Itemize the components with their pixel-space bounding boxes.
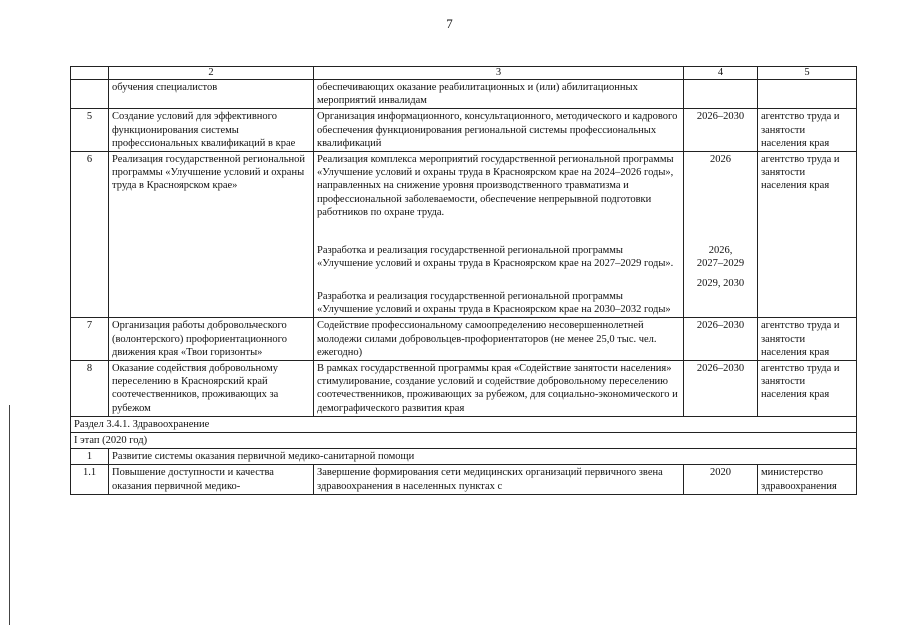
period-text-2b: 2027–2029 xyxy=(696,258,745,270)
row-number: 8 xyxy=(71,361,109,417)
task-cell: Организация работы добровольческого (волонтерского) профориентационного движения края «Твои горизонты» xyxy=(109,318,314,361)
table-row-1-1 xyxy=(71,465,857,494)
period-cell xyxy=(684,152,758,318)
executor-cell: агентство труда и занятости населения края xyxy=(758,318,857,361)
period-text-2a: 2026, xyxy=(708,245,733,257)
subsection-title: Развитие системы оказания первичной медико-санитарной помощи xyxy=(109,449,857,465)
period-cell xyxy=(684,80,758,109)
table-row-continuation xyxy=(71,80,857,109)
table-row-1 xyxy=(71,449,857,465)
executor-cell: агентство труда и занятости населения края xyxy=(758,152,857,318)
action-text-2: Разработка и реализация государственной региональной программы «Улучшение условий и охраны труда в Красноярском крае на 2027–2029 годы». xyxy=(317,245,674,270)
stage-title: I этап (2020 год) xyxy=(71,433,857,449)
table-row-8 xyxy=(71,361,857,417)
action-text-1: Реализация комплекса мероприятий государственной региональной программы «Улучшение условий и охраны труда в Красноярском крае на 2024–2026 годы», направленных на снижение уровня производственного травматизма и профессиональной заболеваемости, обеспечение непрерывной подготовки работников по охране труда. xyxy=(317,154,674,218)
table-row-5 xyxy=(71,109,857,152)
period-text-1: 2026 xyxy=(710,154,731,166)
action-cell xyxy=(314,152,684,318)
header-col-1 xyxy=(71,67,109,80)
table-row-6 xyxy=(71,152,857,318)
action-cell: обеспечивающих оказание реабилитационных и (или) абилитационных мероприятий инвалидам xyxy=(314,80,684,109)
row-number: 1 xyxy=(71,449,109,465)
period-text-3: 2029, 2030 xyxy=(696,278,745,290)
page-number: 7 xyxy=(446,16,453,31)
period-cell: 2026–2030 xyxy=(684,361,758,417)
action-cell: Содействие профессиональному самоопределению несовершеннолетней молодежи силами добровольцев-профориентаторов (не менее 25,0 тыс. чел. ежегодно) xyxy=(314,318,684,361)
header-col-4: 4 xyxy=(684,67,758,80)
period-cell: 2026–2030 xyxy=(684,318,758,361)
task-cell: Реализация государственной региональной программы «Улучшение условий и охраны труда в Красноярском крае» xyxy=(109,152,314,318)
header-col-3: 3 xyxy=(314,67,684,80)
executor-cell: агентство труда и занятости населения края xyxy=(758,361,857,417)
header-col-5: 5 xyxy=(758,67,857,80)
executor-cell xyxy=(758,80,857,109)
task-cell: Повышение доступности и качества оказания первичной медико- xyxy=(109,465,314,494)
executor-cell: министерство здравоохранения xyxy=(758,465,857,494)
header-col-2: 2 xyxy=(109,67,314,80)
row-number xyxy=(71,80,109,109)
action-cell: Организация информационного, консультационного, методического и кадрового обеспечения функционирования региональной системы профессиональных квалификаций xyxy=(314,109,684,152)
action-cell: В рамках государственной программы края «Содействие занятости населения» стимулирование, создание условий и содействие добровольному переселению соотечественников, проживающих за рубежом, для социально-экономического и демографического развития края xyxy=(314,361,684,417)
section-title: Раздел 3.4.1. Здравоохранение xyxy=(71,416,857,432)
plan-table xyxy=(70,66,857,495)
row-number: 1.1 xyxy=(71,465,109,494)
table-header-row xyxy=(71,67,857,80)
table-row-7 xyxy=(71,318,857,361)
task-cell: Создание условий для эффективного функционирования системы профессиональных квалификаций в крае xyxy=(109,109,314,152)
row-number: 5 xyxy=(71,109,109,152)
task-cell: Оказание содействия добровольному переселению в Красноярский край соотечественников, проживающих за рубежом xyxy=(109,361,314,417)
executor-cell: агентство труда и занятости населения края xyxy=(758,109,857,152)
period-cell: 2020 xyxy=(684,465,758,494)
action-cell: Завершение формирования сети медицинских организаций первичного звена здравоохранения в населенных пунктах с xyxy=(314,465,684,494)
action-text-3: Разработка и реализация государственной региональной программы «Улучшение условий и охраны труда в Красноярском крае на 2030–2032 годы» xyxy=(317,291,671,316)
row-number: 6 xyxy=(71,152,109,318)
stage-row xyxy=(71,433,857,449)
scan-margin-line xyxy=(9,405,10,625)
row-number: 7 xyxy=(71,318,109,361)
section-row xyxy=(71,416,857,432)
period-cell: 2026–2030 xyxy=(684,109,758,152)
task-cell: обучения специалистов xyxy=(109,80,314,109)
